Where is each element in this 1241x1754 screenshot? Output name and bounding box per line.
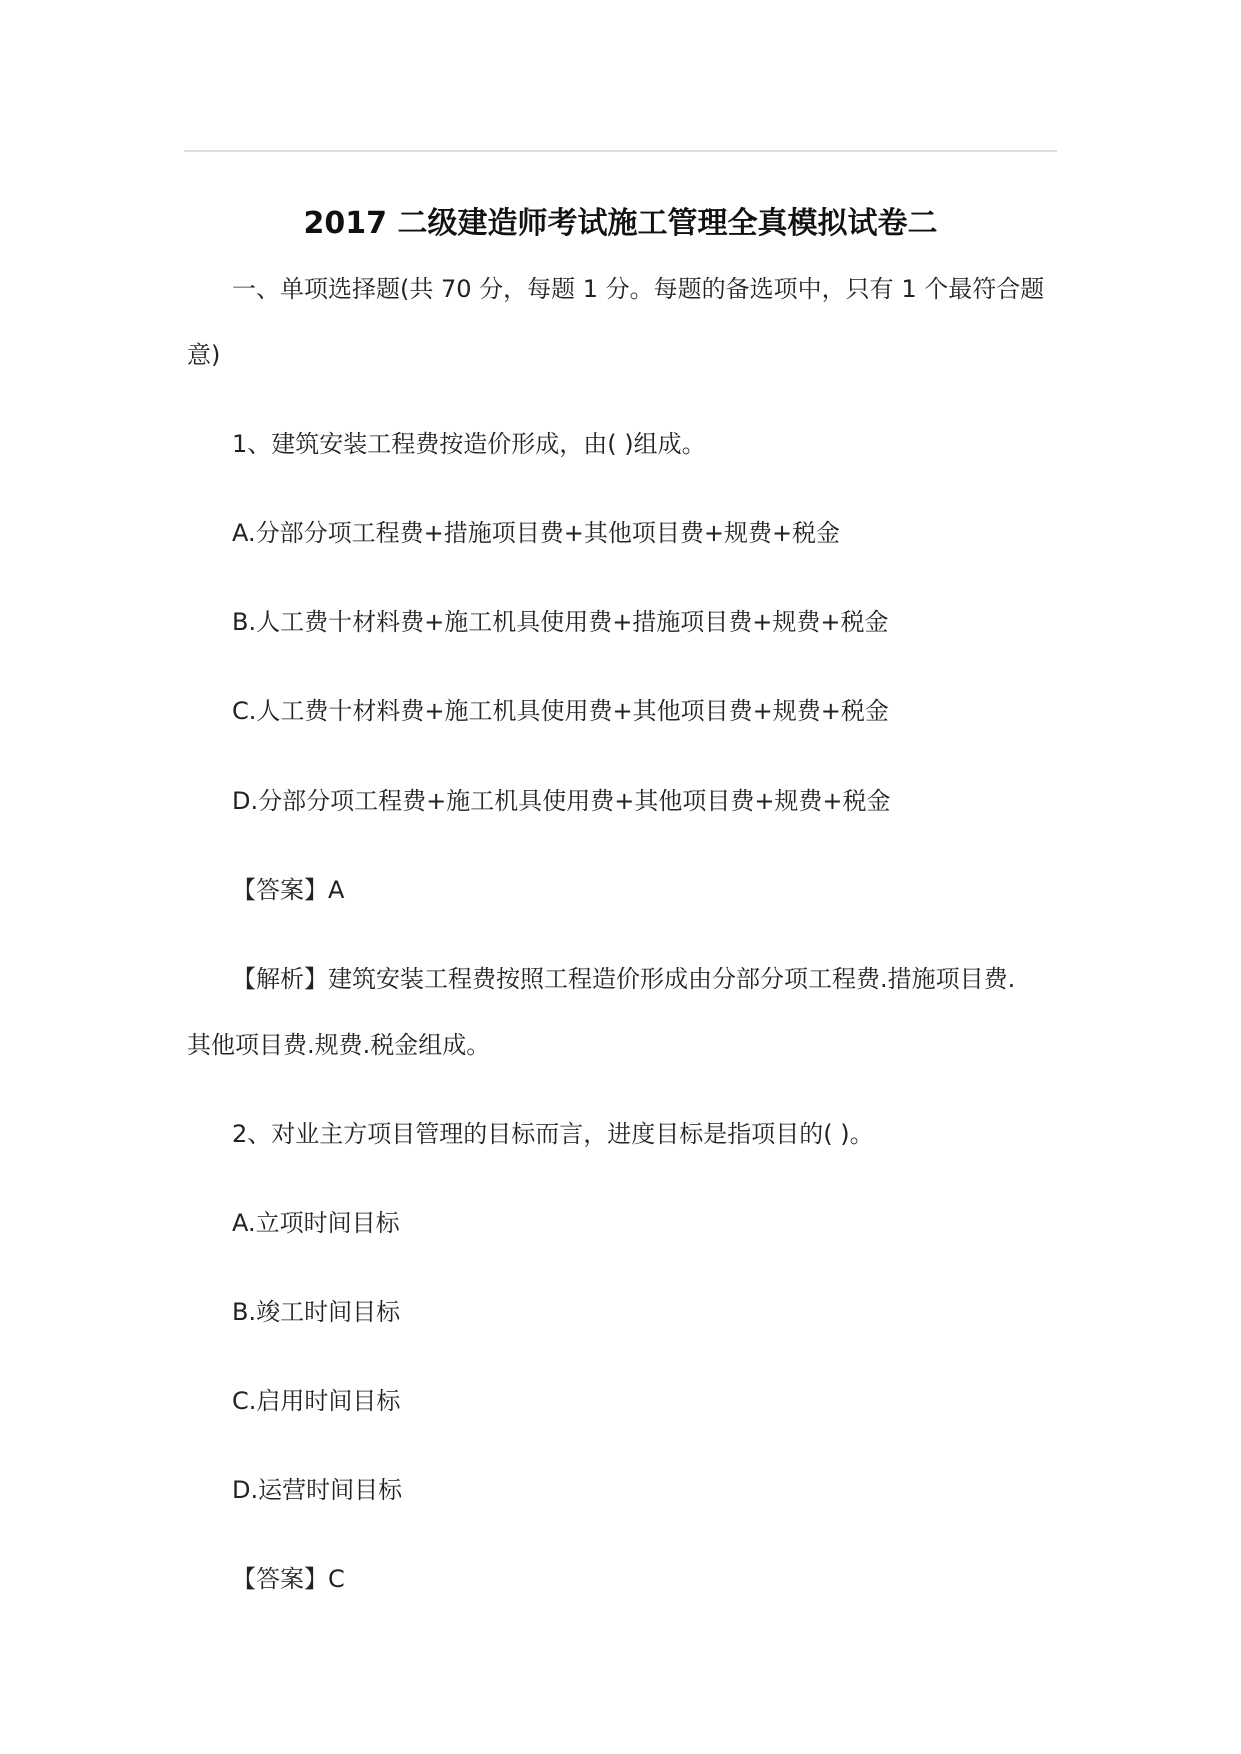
question-1-option-d: D.分部分项工程费+施工机具使用费+其他项目费+规费+税金	[232, 787, 891, 815]
question-2-stem: 2、对业主方项目管理的目标而言，进度目标是指项目的( )。	[232, 1120, 874, 1148]
document-title: 2017 二级建造师考试施工管理全真模拟试卷二	[303, 206, 938, 241]
question-2-option-c: C.启用时间目标	[232, 1387, 401, 1415]
question-2-option-d: D.运营时间目标	[232, 1476, 403, 1504]
section-heading-line1: 一、单项选择题(共 70 分，每题 1 分。每题的备选项中，只有 1 个最符合题	[232, 275, 1045, 303]
question-2-option-a: A.立项时间目标	[232, 1209, 400, 1237]
question-1-stem: 1、建筑安装工程费按造价形成，由( )组成。	[232, 430, 706, 458]
question-1-answer: 【答案】A	[232, 876, 345, 904]
question-2-answer: 【答案】C	[232, 1565, 345, 1593]
question-1-analysis-line2: 其他项目费.规费.税金组成。	[187, 1031, 491, 1059]
question-2-option-b: B.竣工时间目标	[232, 1298, 401, 1326]
question-1-option-a: A.分部分项工程费+措施项目费+其他项目费+规费+税金	[232, 519, 841, 547]
section-heading-line2: 意)	[187, 341, 221, 369]
question-1-option-c: C.人工费十材料费+施工机具使用费+其他项目费+规费+税金	[232, 697, 889, 725]
top-divider	[184, 150, 1057, 152]
question-1-analysis-line1: 【解析】建筑安装工程费按照工程造价形成由分部分项工程费.措施项目费.	[232, 965, 1016, 993]
question-1-option-b: B.人工费十材料费+施工机具使用费+措施项目费+规费+税金	[232, 608, 889, 636]
